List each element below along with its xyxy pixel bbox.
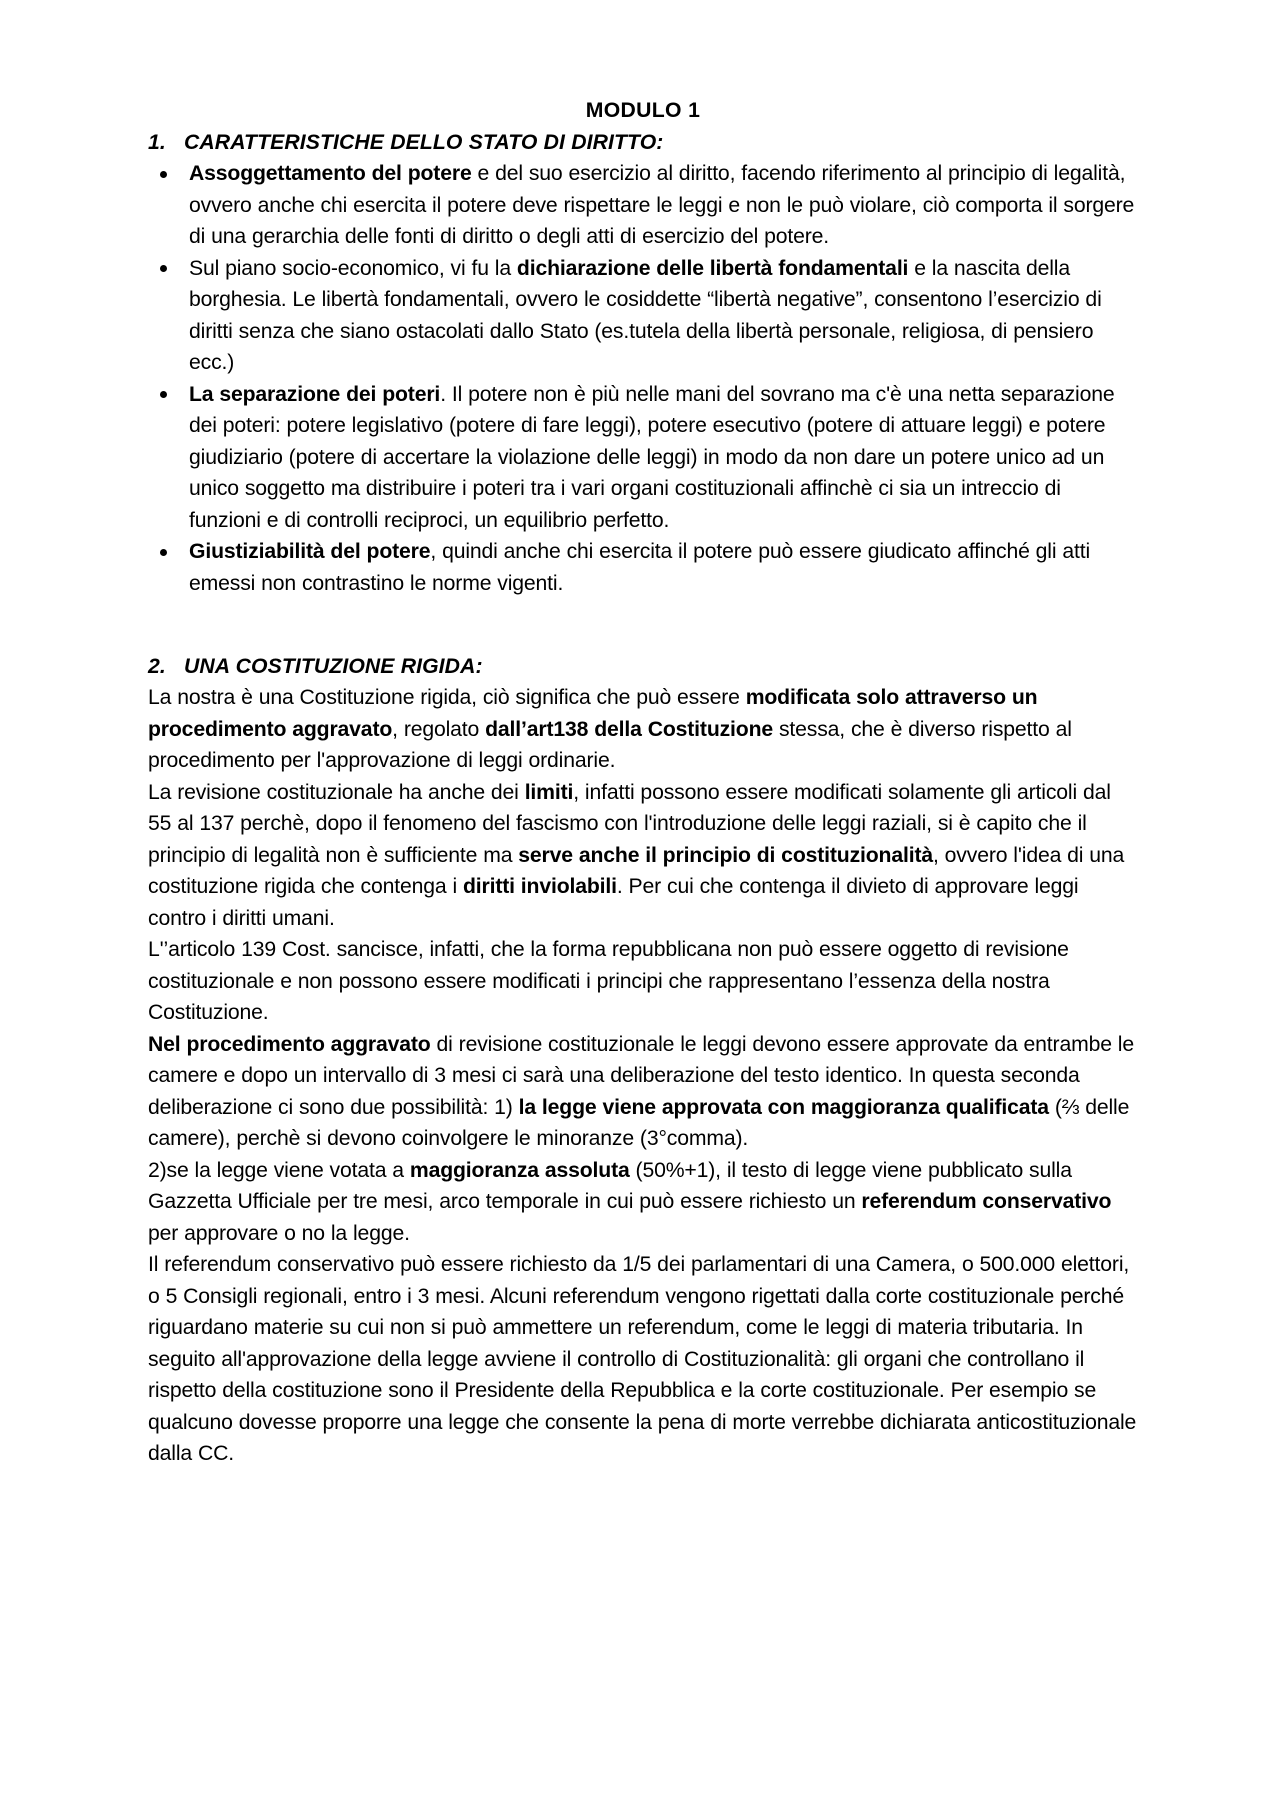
text-run-bold: referendum conservativo <box>861 1190 1112 1213</box>
paragraph <box>148 1029 1138 1155</box>
bullet-bold-2: dichiarazione delle libertà fondamentali <box>516 256 909 280</box>
paragraph <box>148 934 1138 1029</box>
text-run: 2)se la legge viene votata a <box>148 1158 410 1182</box>
text-run: . Per cui che contenga il divieto di approvare leggi contro i diritti umani. <box>148 875 1079 930</box>
text-run: stessa, che è diverso rispetto al procedimento per l'approvazione di leggi ordinarie. <box>148 717 1072 772</box>
paragraph <box>148 1155 1138 1250</box>
bullet-rest-1: e del suo esercizio al diritto, facendo riferimento al principio di legalità, ovvero anche chi esercita il potere deve rispettare le leggi e non le può violare, ciò comporta il sorgere di una gerarchia delle fonti di diritto o degli atti di esercizio del potere. <box>189 162 1135 248</box>
list-item <box>148 253 1138 379</box>
page-title: MODULO 1 <box>585 99 701 122</box>
bullet-pre-2: Sul piano socio-economico, vi fu la <box>189 256 517 280</box>
bullet-rest-4: , quindi anche chi esercita il potere può essere giudicato affinché gli atti emessi non contrastino le norme vigenti. <box>189 540 1090 595</box>
section-heading-1 <box>148 127 1138 158</box>
section-heading-2 <box>148 651 1138 682</box>
section-number-1: 1. <box>148 131 166 154</box>
text-run-bold: limiti <box>524 780 574 804</box>
text-run: , infatti possono essere modificati solamente gli articoli dal 55 al 137 perchè, dopo il fenomeno del fascismo con l'introduzione delle leggi raziali, si è capito che il principio di legalità non è sufficiente ma <box>148 780 1111 867</box>
text-run-bold: Nel procedimento aggravato <box>148 1032 431 1056</box>
text-run: Il referendum conservativo può essere richiesto da 1/5 dei parlamentari di una Camera, o 500.000 elettori, o 5 Consigli regionali, entro i 3 mesi. Alcuni referendum vengono rigettati dalla corte costituzionale perché riguardano materie su cui non si può ammettere un referendum, come le leggi di materia tributaria. In seguito all'approvazione della legge avviene il controllo di Costituzionalità: gli organi che controllano il rispetto della costituzione sono il Presidente della Repubblica e la corte costituzionale. Per esempio se qualcuno dovesse proporre una legge che consente la pena di morte verrebbe dichiarata anticostituzionale dalla CC. <box>148 1253 1137 1465</box>
text-run: per approvare o no la legge. <box>148 1221 410 1245</box>
section-2-paragraphs <box>148 682 1138 1470</box>
bullet-rest-3: . Il potere non è più nelle mani del sovrano ma c'è una netta separazione dei poteri: potere legislativo (potere di fare leggi), potere esecutivo (potere di attuare leggi) e potere giudiziario (potere di accertare la violazione delle leggi) in modo da non dare un potere unico ad un unico soggetto ma distribuire i poteri tra i vari organi costituzionali affinchè ci sia un intreccio di funzioni e di controlli reciproci, un equilibrio perfetto. <box>189 382 1115 532</box>
bullet-lead-4: Giustiziabilità del potere <box>189 540 431 563</box>
section-spacer <box>148 599 1138 651</box>
section-title-2: UNA COSTITUZIONE RIGIDA: <box>184 655 483 678</box>
paragraph <box>148 777 1138 935</box>
text-run: (50%+1), il testo di legge viene pubblicato sulla Gazzetta Ufficiale per tre mesi, arco temporale in cui può essere richiesto un <box>148 1158 1072 1213</box>
text-run-bold: la legge viene approvata con maggioranza qualificata <box>518 1095 1049 1119</box>
list-item <box>148 158 1138 253</box>
text-run: , ovvero l'idea di una costituzione rigida che contenga i <box>148 843 1125 898</box>
text-run-bold: modificata solo attraverso un procedimento aggravato <box>148 686 1038 741</box>
text-run: La nostra è una Costituzione rigida, ciò significa che può essere <box>148 686 746 709</box>
section-title-1: CARATTERISTICHE DELLO STATO DI DIRITTO: <box>184 131 664 154</box>
document-body <box>148 96 1138 1470</box>
text-run-bold: serve anche il principio di costituzionalità <box>518 843 933 867</box>
bullet-rest-2: e la nascita della borghesia. Le libertà fondamentali, ovvero le cosiddette “libertà negative”, consentono l’esercizio di diritti senza che siano ostacolati dallo Stato (es.tutela della libertà personale, religiosa, di pensiero ecc.) <box>189 256 1102 374</box>
text-run-bold: dall’art138 della Costituzione <box>485 717 774 741</box>
bullet-lead-1: Assoggettamento del potere <box>189 162 472 185</box>
list-item <box>148 536 1138 599</box>
paragraph <box>148 1249 1138 1470</box>
list-item <box>148 379 1138 537</box>
section-number-2: 2. <box>148 655 166 678</box>
text-run: (⅔ delle camere), perchè si devono coinvolgere le minoranze (3°comma). <box>148 1095 1130 1150</box>
paragraph <box>148 682 1138 777</box>
characteristics-list <box>148 158 1138 599</box>
text-run: di revisione costituzionale le leggi devono essere approvate da entrambe le camere e dopo un intervallo di 3 mesi ci sarà una deliberazione del testo identico. In questa seconda deliberazione ci sono due possibilità: 1) <box>148 1032 1134 1119</box>
text-run-bold: diritti inviolabili <box>462 875 617 898</box>
text-run: , regolato <box>392 717 486 741</box>
bullet-lead-3: La separazione dei poteri <box>189 382 441 406</box>
text-run-bold: maggioranza assoluta <box>409 1158 630 1182</box>
text-run: L'’articolo 139 Cost. sancisce, infatti, che la forma repubblicana non può essere oggetto di revisione costituzionale e non possono essere modificati i principi che rappresentano l’essenza della nostra Costituzione. <box>148 938 1069 1024</box>
text-run: La revisione costituzionale ha anche dei <box>148 780 525 804</box>
